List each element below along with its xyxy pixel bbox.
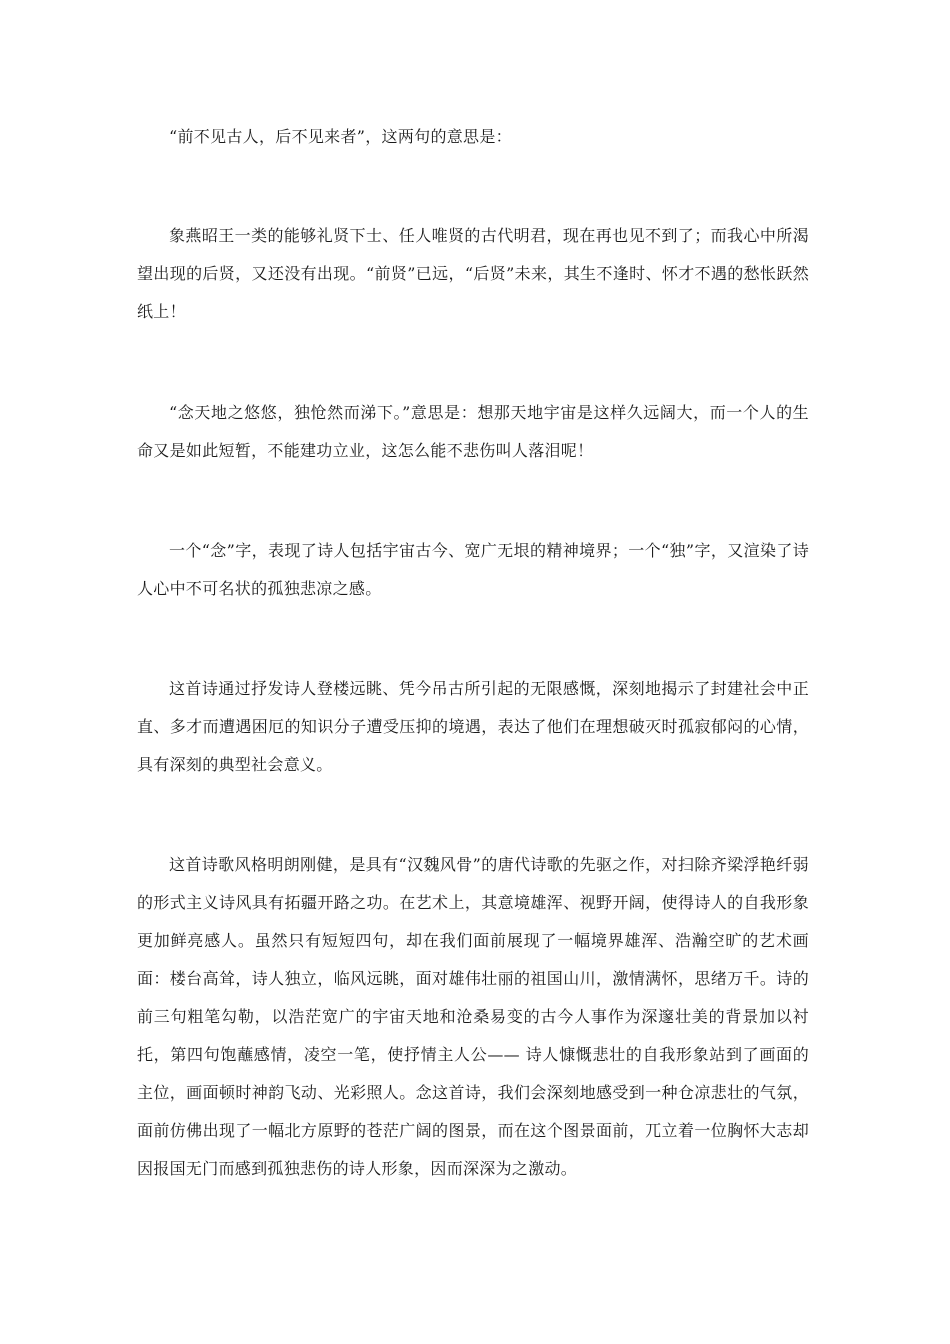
paragraph-6: 这首诗歌风格明朗刚健，是具有“汉魏风骨”的唐代诗歌的先驱之作，对扫除齐梁浮艳纤弱的形式主义诗风具有拓疆开路之功。在艺术上，其意境雄浑、视野开阔，使得诗人的自我形象更加鲜亮感人。虽然只有短短四句，却在我们面前展现了一幅境界雄浑、浩瀚空旷的艺术画面：楼台高耸，诗人独立，临风远眺，面对雄伟壮丽的祖国山川，激情满怀，思绪万千。诗的前三句粗笔勾勒，以浩茫宽广的宇宙天地和沧桑易变的古今人事作为深邃壮美的背景加以衬托，第四句饱蘸感情，凌空一笔，使抒情主人公—— 诗人慷慨悲壮的自我形象站到了画面的主位，画面顿时神韵飞动、光彩照人。念这首诗，我们会深刻地感受到一种仓凉悲壮的气氛，面前仿佛出现了一幅北方原野的苍茫广阔的图景，而在这个图景面前，兀立着一位胸怀大志却因报国无门而感到孤独悲伤的诗人形象，因而深深为之激动。 [137, 855, 809, 1178]
paragraph-5: 这首诗通过抒发诗人登楼远眺、凭今吊古所引起的无限感慨，深刻地揭示了封建社会中正直、多才而遭遇困厄的知识分子遭受压抑的境遇，表达了他们在理想破灭时孤寂郁闷的心情，具有深刻的典型社会意义。 [137, 679, 809, 774]
paragraph-2: 象燕昭王一类的能够礼贤下士、任人唯贤的古代明君，现在再也见不到了；而我心中所渴望出现的后贤，又还没有出现。“前贤”已远，“后贤”未来，其生不逢时、怀才不遇的愁怅跃然纸上！ [137, 226, 809, 321]
paragraph-1: “前不见古人，后不见来者”，这两句的意思是： [169, 127, 512, 146]
paragraph-4: 一个“念”字，表现了诗人包括宇宙古今、宽广无垠的精神境界；一个“独”字，又渲染了诗人心中不可名状的孤独悲凉之感。 [137, 541, 809, 598]
paragraph-3: “念天地之悠悠，独怆然而涕下。”意思是：想那天地宇宙是这样久远阔大，而一个人的生命又是如此短暂，不能建功立业，这怎么能不悲伤叫人落泪呢！ [137, 403, 809, 460]
